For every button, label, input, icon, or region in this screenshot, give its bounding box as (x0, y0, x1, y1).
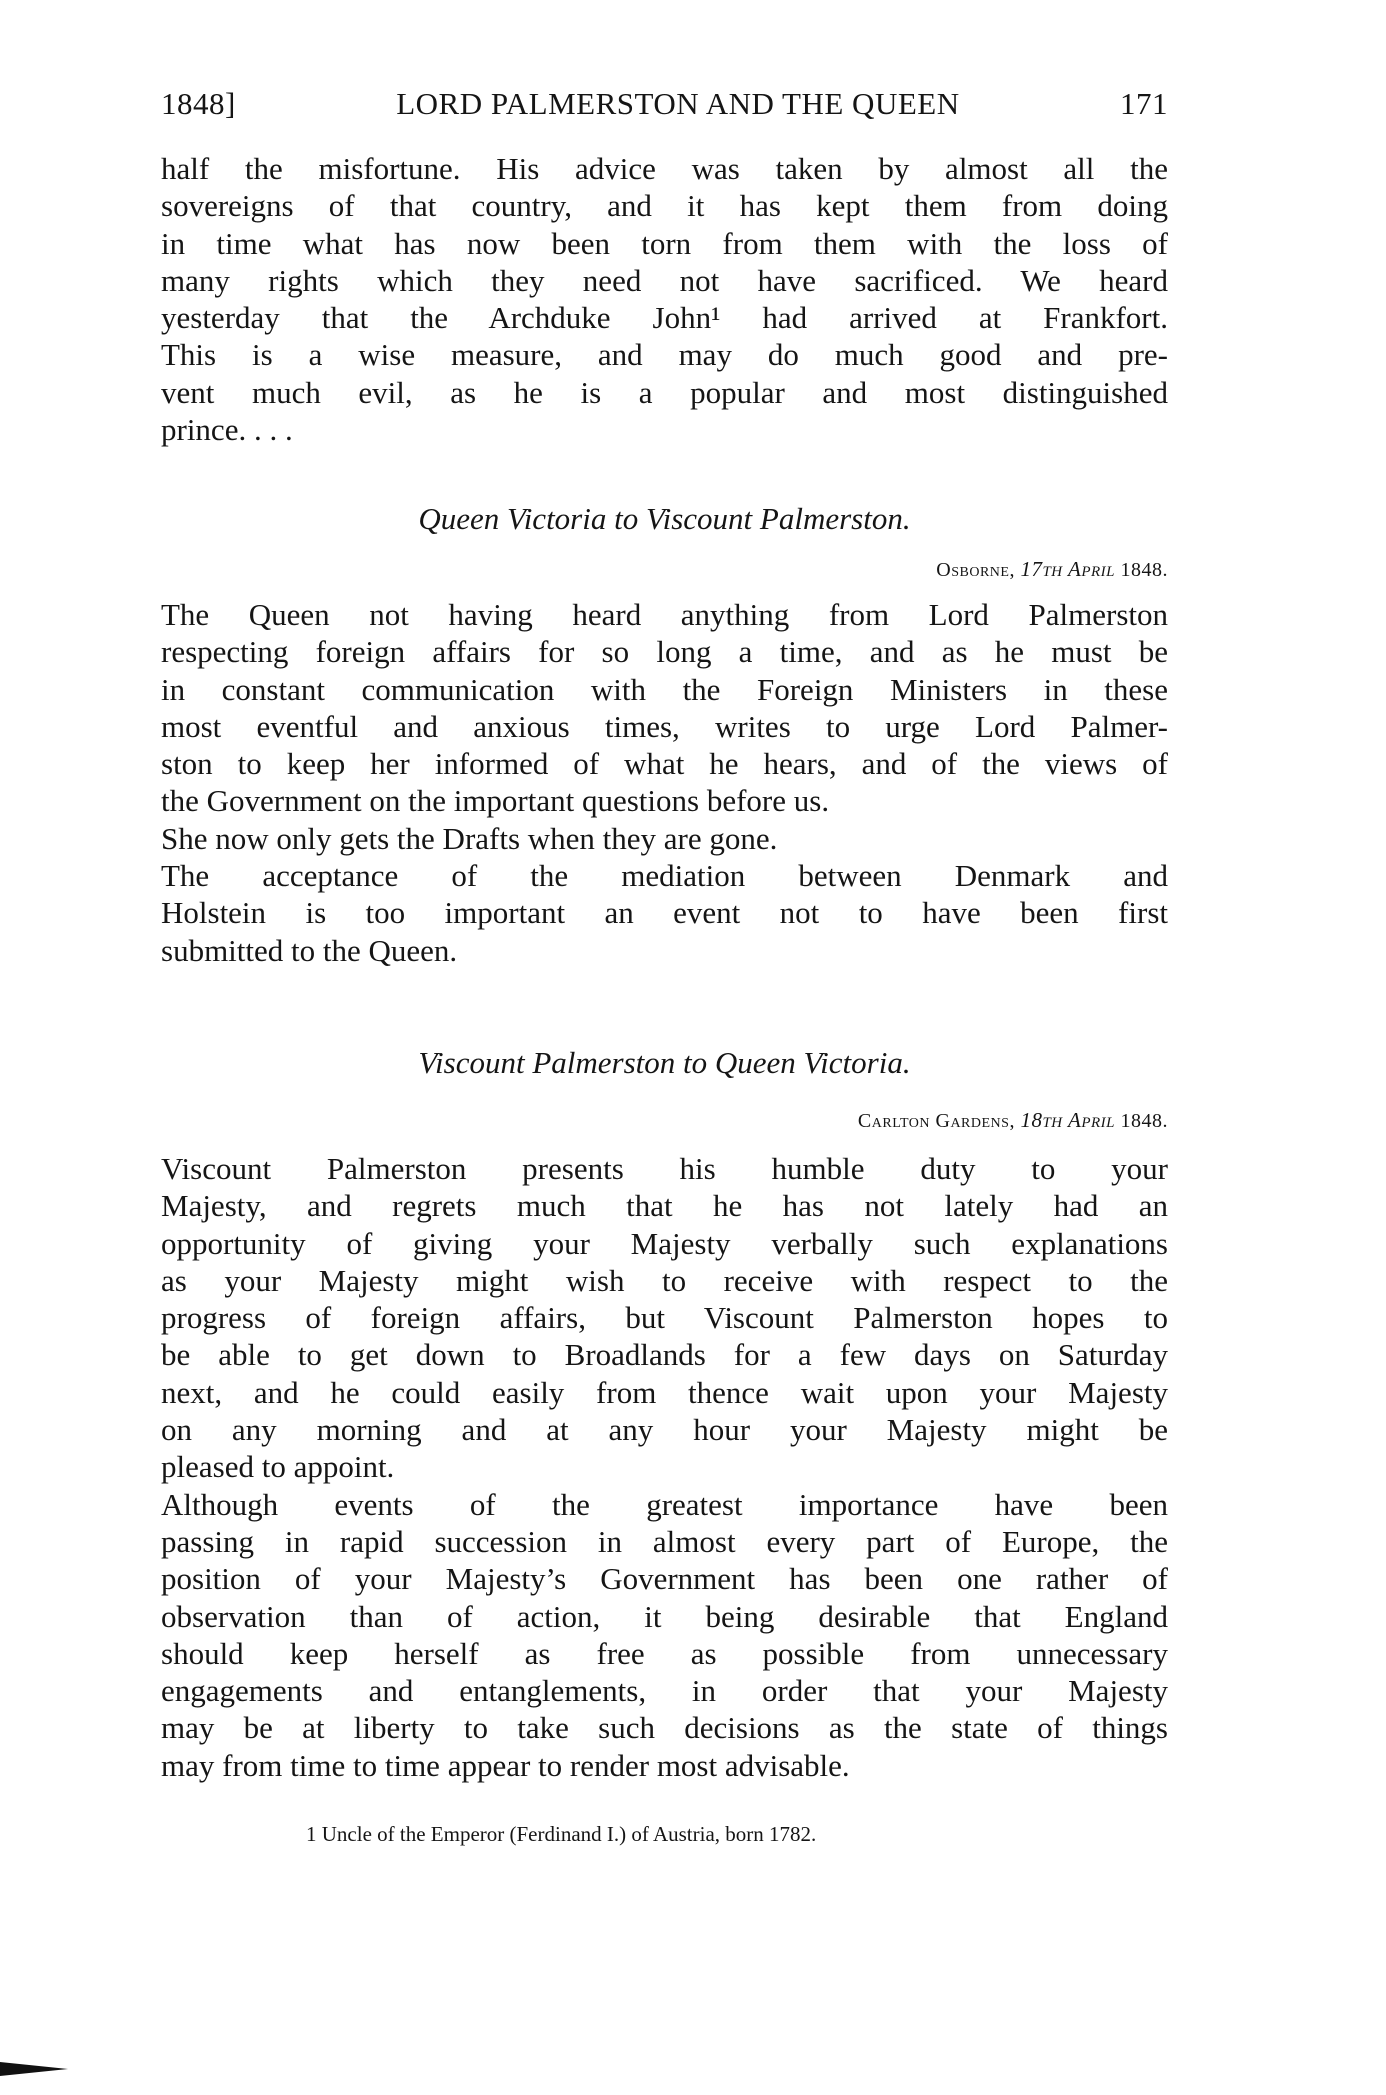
dateline-place: Carlton Gardens, (857, 1110, 1015, 1132)
footnote: 1 Uncle of the Emperor (Ferdinand I.) of Austria, born 1782. (306, 1822, 817, 1846)
text-line: should keep herself as free as possible from unnecessary (161, 1635, 1168, 1671)
text-line: may from time to time appear to render most advisable. (161, 1747, 850, 1783)
running-header (161, 86, 1168, 122)
letter-title-1: Queen Victoria to Viscount Palmerston. (418, 501, 911, 536)
text-line: Although events of the greatest importance have been (161, 1486, 1168, 1522)
letter-body-1 (161, 596, 1168, 969)
text-line: in constant communication with the Foreign Ministers in these (161, 671, 1168, 707)
text-line: may be at liberty to take such decisions as the state of things (161, 1710, 1168, 1746)
text-line: many rights which they need not have sacrificed. We heard (161, 262, 1168, 298)
header-title: LORD PALMERSTON AND THE QUEEN (396, 86, 960, 121)
text-line: position of your Majesty’s Government has been one rather of (161, 1561, 1168, 1597)
dateline-year: 1848. (1120, 559, 1168, 581)
text-line: most eventful and anxious times, writes to urge Lord Palmer- (161, 708, 1168, 744)
text-line: opportunity of giving your Majesty verbally such explanations (161, 1225, 1168, 1261)
dateline-year: 1848. (1120, 1110, 1168, 1132)
text-line: in time what has now been torn from them with the loss of (161, 225, 1168, 261)
dateline-day: 18th April (1020, 1108, 1115, 1132)
page-marker-arrow-icon (0, 2062, 68, 2076)
letter-body-2 (161, 1150, 1168, 1784)
text-line: Majesty, and regrets much that he has not lately had an (161, 1188, 1168, 1224)
text-line: ston to keep her informed of what he hears, and of the views of (161, 746, 1168, 782)
text-line: engagements and entanglements, in order that your Majesty (161, 1673, 1168, 1709)
text-line: yesterday that the Archduke John¹ had arrived at Frankfort. (161, 300, 1168, 336)
letter-dateline-1 (936, 557, 1168, 582)
text-line: The Queen not having heard anything from Lord Palmerston (161, 597, 1168, 632)
text-line: be able to get down to Broadlands for a few days on Saturday (161, 1337, 1168, 1373)
header-year: 1848] (161, 86, 236, 121)
text-line: submitted to the Queen. (161, 932, 458, 968)
text-line: half the misfortune. His advice was taken by almost all the (161, 151, 1168, 186)
text-line: progress of foreign affairs, but Viscount Palmerston hopes to (161, 1300, 1168, 1336)
text-line: Viscount Palmerston presents his humble duty to your (161, 1151, 1168, 1186)
text-line: Holstein is too important an event not to have been first (161, 895, 1168, 931)
dateline-day: 17th April (1020, 557, 1115, 581)
text-line: This is a wise measure, and may do much good and pre- (161, 337, 1168, 373)
text-line: passing in rapid succession in almost every part of Europe, the (161, 1523, 1168, 1559)
text-line: observation than of action, it being desirable that England (161, 1598, 1168, 1634)
letter-title-2: Viscount Palmerston to Queen Victoria. (418, 1045, 911, 1080)
text-line: vent much evil, as he is a popular and most distinguished (161, 374, 1168, 410)
text-line: sovereigns of that country, and it has kept them from doing (161, 188, 1168, 224)
text-line: pleased to appoint. (161, 1449, 395, 1485)
text-line: She now only gets the Drafts when they are gone. (161, 820, 778, 856)
text-line: The acceptance of the mediation between Denmark and (161, 858, 1168, 894)
text-line: prince. . . . (161, 412, 293, 448)
paragraph-continued (161, 150, 1168, 448)
letter-dateline-2 (858, 1108, 1168, 1133)
text-line: on any morning and at any hour your Majesty might be (161, 1412, 1168, 1448)
text-line: as your Majesty might wish to receive with respect to the (161, 1262, 1168, 1298)
dateline-place: Osborne, (936, 559, 1015, 581)
page-number: 171 (1120, 86, 1168, 121)
text-line: the Government on the important questions before us. (161, 783, 830, 819)
text-line: respecting foreign affairs for so long a time, and as he must be (161, 634, 1168, 670)
text-line: next, and he could easily from thence wait upon your Majesty (161, 1374, 1168, 1410)
